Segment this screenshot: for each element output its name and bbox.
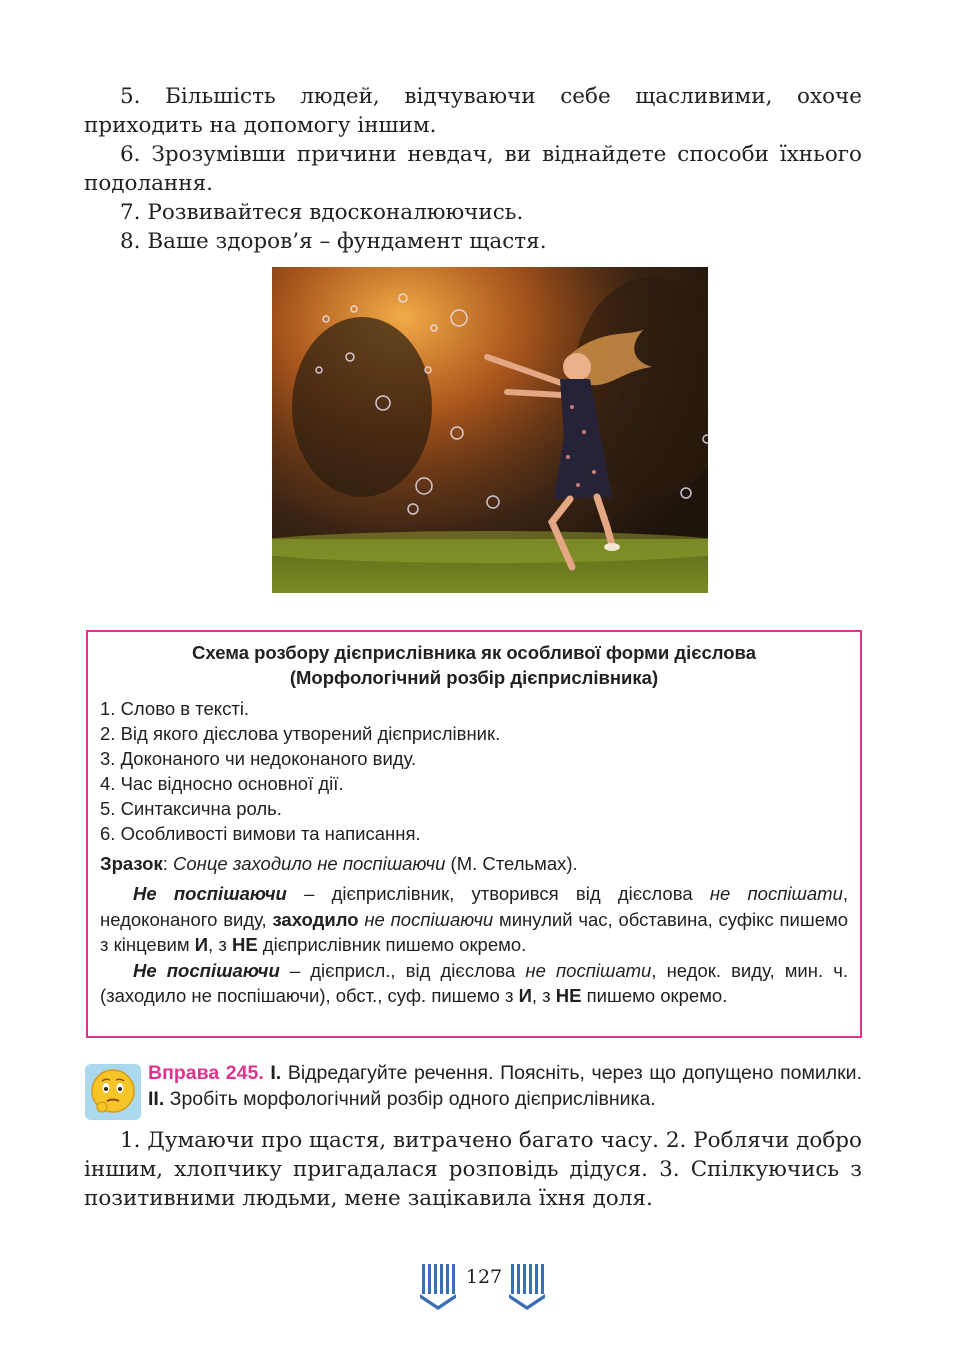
analysis-text: минулий час, обставина, суфікс пишемо з кінцевим <box>100 908 848 955</box>
analysis-text: , з <box>531 985 556 1006</box>
analysis-text: , недок. виду, мин. ч. (заходило не поспішаючи), обст., суф. пишемо з <box>100 959 848 1006</box>
exercise-part-text: Відредагуйте речення. Поясніть, через що допущено помилки. <box>281 1062 862 1084</box>
exercise-instruction <box>148 1060 862 1112</box>
schema-step: 4. Час відносно основної дії. <box>100 773 344 794</box>
analysis-text: пишемо окремо. <box>581 985 728 1006</box>
analysis-full <box>100 881 848 958</box>
analysis-text: , з <box>208 934 232 955</box>
intro-item: 7. Розвивайтеся вдосконалюючись. <box>120 200 524 225</box>
analysis-text: – дієприслівник, утворився від дієслова <box>286 883 710 904</box>
analysis-main-verb: заходило <box>272 908 359 930</box>
analysis-schema-box <box>86 630 862 1038</box>
analysis-ne: НЕ <box>555 985 582 1006</box>
exercise-sentences <box>84 1126 862 1213</box>
analysis-short <box>100 958 848 1009</box>
schema-step: 2. Від якого дієслова утворений дієприслівник. <box>100 723 501 744</box>
sample-colon: : <box>162 853 173 874</box>
sample-label: Зразок <box>100 853 163 874</box>
intro-item: 6. Зрозумівши причини невдач, ви віднайдете способи їхнього подолання. <box>84 142 862 196</box>
analysis-text: , недоконаного виду, <box>100 883 849 930</box>
sample-author: (М. Стельмах). <box>445 853 578 874</box>
exercise-title: Вправа 245. <box>148 1062 264 1084</box>
schema-step: 5. Синтаксична роль. <box>100 798 282 819</box>
exercise-text: 1. Думаючи про щастя, витрачено багато часу. 2. Роблячи добро іншим, хлопчику пригадалася розповідь дідуся. 3. Спілкуючись з позитивними людьми, мене зацікавила їхня доля. <box>84 1128 862 1211</box>
intro-list <box>84 82 862 256</box>
page-number: 127 <box>465 1266 503 1288</box>
exercise-block <box>84 1060 862 1132</box>
analysis-text: дієприслівник пишемо окремо. <box>257 934 527 955</box>
schema-title: Схема розбору дієприслівника як особливої форми дієслова <box>192 642 756 663</box>
analysis-text: – дієприсл., від дієслова <box>279 959 526 981</box>
analysis-verb: не поспішати <box>525 959 652 981</box>
analysis-word: Не поспішаючи <box>133 959 280 981</box>
analysis-word: Не поспішаючи <box>133 883 287 904</box>
thinking-emoji-icon <box>84 1063 142 1121</box>
photo-illustration <box>272 267 708 593</box>
analysis-verb: не поспішати <box>709 883 843 904</box>
schema-step: 3. Доконаного чи недоконаного виду. <box>100 748 417 769</box>
exercise-part-label: I. <box>263 1062 282 1084</box>
analysis-letter: И <box>518 985 532 1006</box>
sample-sentence: Сонце заходило не поспішаючи <box>172 853 446 874</box>
page-footer <box>418 1260 548 1310</box>
photo-girl-with-bubbles <box>272 267 708 593</box>
analysis-ne: НЕ <box>231 934 258 955</box>
schema-step: 1. Слово в тексті. <box>100 698 250 719</box>
intro-item: 8. Ваше здоров’я – фундамент щастя. <box>120 229 547 254</box>
exercise-part-label: II. <box>148 1088 165 1110</box>
exercise-part-text: Зробіть морфологічний розбір одного дієприслівника. <box>164 1088 656 1110</box>
analysis-word: не поспішаючи <box>364 908 494 930</box>
schema-steps <box>100 696 848 846</box>
sample-line <box>100 851 848 876</box>
intro-item: 5. Більшість людей, відчуваючи себе щасливими, охоче приходить на допомогу іншим. <box>84 84 862 138</box>
schema-step: 6. Особливості вимови та написання. <box>100 823 421 844</box>
schema-subtitle: (Морфологічний розбір дієприслівника) <box>289 667 659 688</box>
analysis-letter: И <box>194 934 209 955</box>
